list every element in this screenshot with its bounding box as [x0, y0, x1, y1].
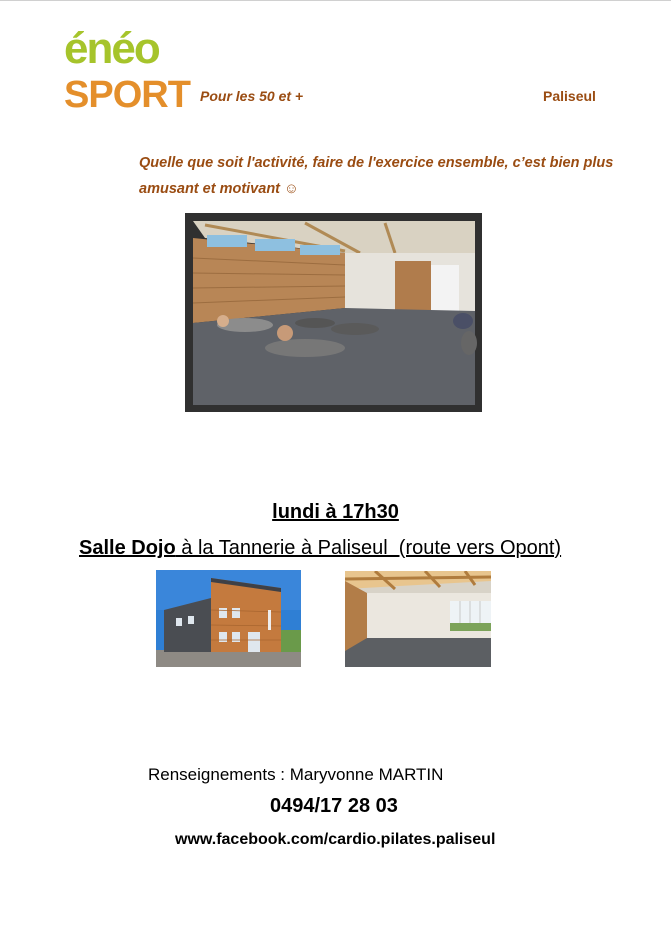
session-day-time: lundi à 17h30	[272, 501, 399, 523]
logo-sport-text: SPORT	[64, 74, 190, 116]
town-name: Paliseul	[543, 88, 596, 104]
venue-details: à la Tannerie à Paliseul (route vers Opont)	[175, 537, 562, 559]
building-exterior-photo	[156, 570, 301, 667]
top-border	[0, 0, 671, 1]
facebook-link[interactable]: www.facebook.com/cardio.pilates.paliseul	[175, 831, 496, 848]
dojo-interior-photo	[345, 571, 491, 667]
venue-name: Salle Dojo	[79, 537, 176, 559]
group-exercise-photo	[185, 213, 482, 412]
logo-eneo-text: énéo	[64, 24, 159, 73]
venue-address	[79, 537, 561, 560]
tagline: Pour les 50 et +	[200, 88, 304, 104]
contact-info: Renseignements : Maryvonne MARTIN	[148, 765, 444, 784]
eneo-sport-logo	[62, 24, 190, 120]
motivation-quote: Quelle que soit l'activité, faire de l'exercice ensemble, c’est bien plus amusant et motivant ☺	[139, 155, 614, 197]
phone-number: 0494/17 28 03	[270, 795, 398, 817]
